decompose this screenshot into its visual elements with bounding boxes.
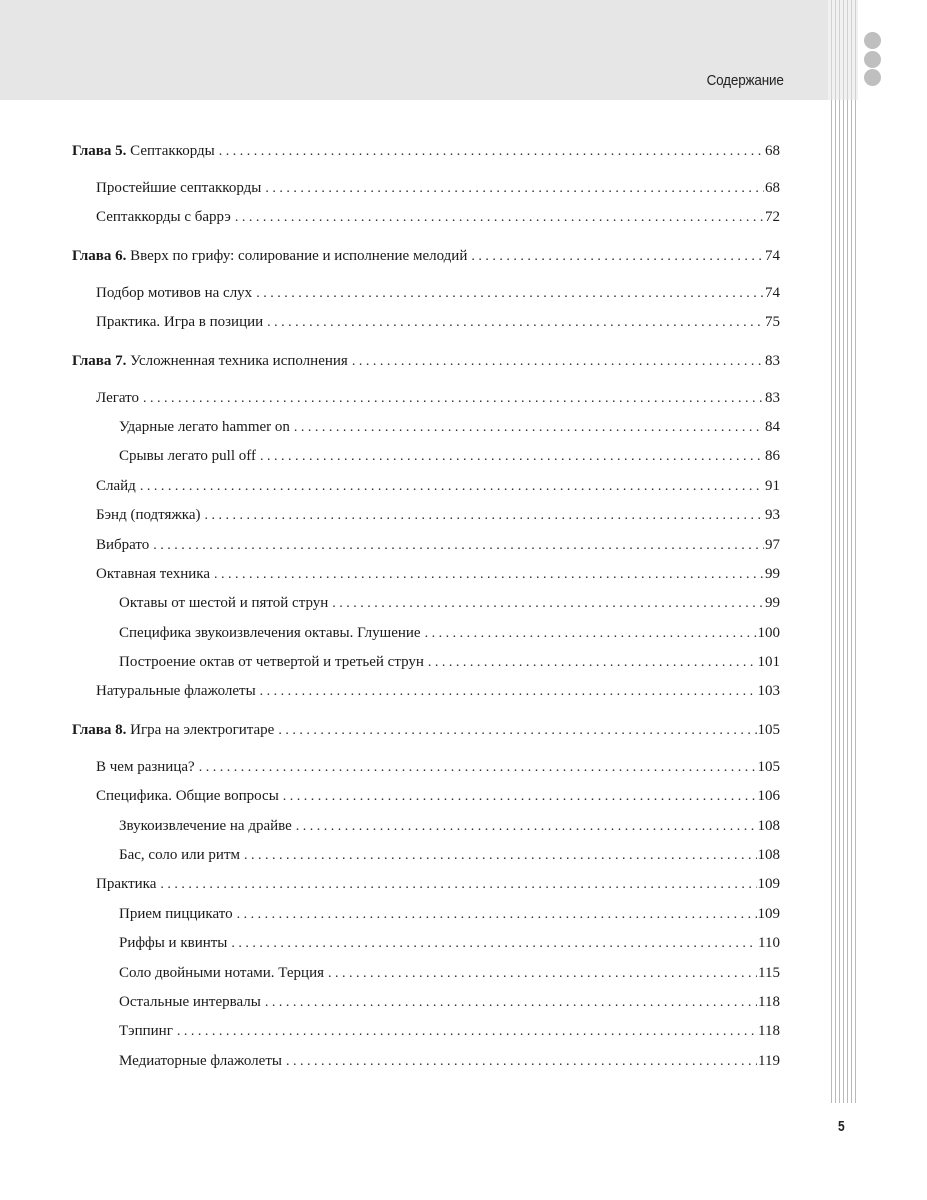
dot-icon xyxy=(864,32,881,49)
dot-leader xyxy=(153,531,764,560)
toc-chapter-label: Глава 8. xyxy=(72,721,127,738)
toc-entry-text: Слайд xyxy=(96,477,136,494)
toc-entry-page: 97 xyxy=(765,536,780,553)
toc-entry[interactable] xyxy=(72,648,780,677)
toc-entry-text: Бэнд (подтяжка) xyxy=(96,507,201,524)
toc-entry-page: 103 xyxy=(757,683,780,700)
dot-leader xyxy=(332,589,764,618)
toc-entry[interactable] xyxy=(72,442,780,471)
toc-entry-page: 100 xyxy=(757,624,780,641)
toc-entry-title xyxy=(96,677,256,706)
toc-entry-text: Вверх по грифу: солирование и исполнение мелодий xyxy=(130,247,468,264)
toc-entry-title xyxy=(119,812,292,841)
dot-leader xyxy=(143,384,764,413)
toc-entry-page: 105 xyxy=(757,758,780,775)
toc-entry-page: 72 xyxy=(765,209,780,226)
toc-entry-text: Октавная техника xyxy=(96,565,211,582)
toc-entry-text: Тэппинг xyxy=(119,1023,173,1040)
toc-entry-page: 83 xyxy=(765,389,780,406)
toc-entry-text: Усложненная техника исполнения xyxy=(130,352,348,369)
toc-entry[interactable] xyxy=(72,308,780,337)
toc-entry-title xyxy=(72,346,348,376)
dot-leader xyxy=(231,929,757,958)
toc-entry-page: 118 xyxy=(758,993,780,1010)
dot-leader xyxy=(267,308,764,337)
toc-entry-text: Звукоизвлечение на драйве xyxy=(119,817,292,834)
toc-entry-text: Легато xyxy=(96,389,140,406)
toc-entry[interactable] xyxy=(72,501,780,530)
toc-entry-text: Септаккорды с баррэ xyxy=(96,209,231,226)
toc-entry-title xyxy=(96,384,139,413)
toc-entry-text: Построение октав от четвертой и третьей струн xyxy=(119,654,424,671)
toc-entry[interactable] xyxy=(72,1047,780,1076)
toc-entry-title xyxy=(119,619,421,648)
toc-entry[interactable] xyxy=(72,988,780,1017)
dot-leader xyxy=(256,279,764,308)
toc-chapter-label: Глава 7. xyxy=(72,352,127,369)
dot-icon xyxy=(864,69,881,86)
toc-entry-text: Октавы от шестой и пятой струн xyxy=(119,595,329,612)
toc-entry-title xyxy=(96,279,252,308)
dot-leader xyxy=(160,870,756,899)
toc-entry-text: В чем разница? xyxy=(96,758,195,775)
dot-leader xyxy=(140,472,764,501)
toc-entry-title xyxy=(72,136,215,166)
toc-entry-text: Вибрато xyxy=(96,536,150,553)
toc-entry-text: Медиаторные флажолеты xyxy=(119,1052,282,1069)
dot-leader xyxy=(214,560,764,589)
toc-entry-title xyxy=(96,203,231,232)
toc-entry-title xyxy=(96,870,156,899)
toc-entry[interactable] xyxy=(72,677,780,706)
toc-entry-page: 115 xyxy=(758,964,780,981)
toc-entry-page: 119 xyxy=(758,1052,780,1069)
dot-leader xyxy=(205,501,764,530)
toc-entry-text: Специфика звукоизвлечения октавы. Глушение xyxy=(119,624,421,641)
dot-leader xyxy=(265,988,757,1017)
toc-entry-title xyxy=(96,782,279,811)
dot-leader xyxy=(237,900,757,929)
dot-leader xyxy=(260,442,764,471)
dot-leader xyxy=(278,716,756,745)
decorative-side-stripes-header xyxy=(828,0,858,100)
toc-entry[interactable] xyxy=(72,589,780,618)
toc-entry-page: 105 xyxy=(757,721,780,738)
dot-leader xyxy=(471,242,764,271)
toc-entry-text: Остальные интервалы xyxy=(119,993,261,1010)
page-number: 5 xyxy=(838,1118,845,1135)
dot-leader xyxy=(294,413,764,442)
dot-leader xyxy=(286,1047,757,1076)
dot-icon xyxy=(864,51,881,68)
dot-leader xyxy=(428,648,757,677)
toc-entry-title xyxy=(119,1017,173,1046)
toc-entry[interactable] xyxy=(72,174,780,203)
toc-entry[interactable] xyxy=(72,619,780,648)
toc-entry-text: Соло двойными нотами. Терция xyxy=(119,964,325,981)
toc-entry-text: Практика. Игра в позиции xyxy=(96,314,264,331)
toc-entry-page: 106 xyxy=(757,788,780,805)
toc-entry-title xyxy=(72,241,467,271)
toc-entry-title xyxy=(119,1047,282,1076)
toc-entry-title xyxy=(119,413,290,442)
toc-entry-page: 68 xyxy=(765,180,780,196)
toc-entry-title xyxy=(119,988,261,1017)
dot-leader xyxy=(235,203,764,232)
dot-leader xyxy=(199,753,757,782)
toc-entry-page: 74 xyxy=(765,284,780,301)
toc-entry-text: Септаккорды xyxy=(130,143,215,159)
decorative-side-stripes xyxy=(828,0,858,1103)
toc-chapter-entry[interactable] xyxy=(72,715,780,745)
dot-leader xyxy=(265,174,764,203)
toc-entry[interactable] xyxy=(72,812,780,841)
toc-entry[interactable] xyxy=(72,929,780,958)
toc-entry-page: 108 xyxy=(757,817,780,834)
toc-entry-title xyxy=(119,959,324,988)
toc-entry-text: Практика xyxy=(96,876,157,893)
toc-entry[interactable] xyxy=(72,560,780,589)
toc-entry-page: 109 xyxy=(757,876,780,893)
toc-entry-page: 75 xyxy=(765,314,780,331)
toc-entry-text: Срывы легато pull off xyxy=(119,448,256,465)
toc-entry-title xyxy=(119,929,227,958)
toc-entry-page: 86 xyxy=(765,448,780,465)
toc-entry-page: 118 xyxy=(758,1023,780,1040)
toc-entry[interactable] xyxy=(72,413,780,442)
toc-entry-page: 99 xyxy=(765,565,780,582)
dot-leader xyxy=(328,959,757,988)
toc-entry[interactable] xyxy=(72,279,780,308)
toc-entry[interactable] xyxy=(72,900,780,929)
toc-entry-text: Риффы и квинты xyxy=(119,935,228,952)
toc-entry[interactable] xyxy=(72,531,780,560)
toc-entry-title xyxy=(119,589,328,618)
dot-leader xyxy=(244,841,757,870)
table-of-contents xyxy=(72,136,780,1076)
toc-entry-title xyxy=(72,715,274,745)
toc-entry-title xyxy=(96,753,195,782)
toc-entry-title xyxy=(96,501,201,530)
toc-entry-text: Игра на электрогитаре xyxy=(130,721,275,738)
toc-entry-text: Натуральные флажолеты xyxy=(96,683,256,700)
dot-leader xyxy=(352,347,764,376)
toc-chapter-entry[interactable] xyxy=(72,136,780,166)
toc-entry-text: Прием пиццикато xyxy=(119,905,233,922)
page-header-title: Содержание xyxy=(706,72,784,89)
toc-entry-page: 101 xyxy=(757,654,780,671)
header-band xyxy=(0,0,828,100)
toc-entry[interactable] xyxy=(72,959,780,988)
toc-entry-text: Подбор мотивов на слух xyxy=(96,284,253,301)
toc-entry-title xyxy=(96,174,261,203)
dot-leader xyxy=(177,1017,757,1046)
toc-entry-title xyxy=(119,648,424,677)
toc-entry-text: Специфика. Общие вопросы xyxy=(96,788,279,805)
dot-leader xyxy=(283,782,757,811)
toc-entry-page: 91 xyxy=(765,477,780,494)
toc-entry-page: 83 xyxy=(765,352,780,369)
toc-chapter-label: Глава 5. xyxy=(72,143,127,159)
toc-entry-title xyxy=(96,472,136,501)
toc-entry[interactable] xyxy=(72,384,780,413)
toc-entry-text: Простейшие септаккорды xyxy=(96,180,262,196)
toc-entry[interactable] xyxy=(72,870,780,899)
toc-entry-title xyxy=(119,442,256,471)
toc-entry[interactable] xyxy=(72,753,780,782)
toc-entry-text: Ударные легато hammer on xyxy=(119,418,290,435)
toc-entry[interactable] xyxy=(72,782,780,811)
toc-entry-page: 109 xyxy=(757,905,780,922)
toc-chapter-label: Глава 6. xyxy=(72,247,127,264)
toc-entry-page: 68 xyxy=(765,143,780,159)
dot-leader xyxy=(296,812,757,841)
toc-entry[interactable] xyxy=(72,1017,780,1046)
toc-entry-text: Бас, соло или ритм xyxy=(119,847,240,864)
toc-chapter-entry[interactable] xyxy=(72,241,780,271)
dot-leader xyxy=(425,619,757,648)
toc-entry[interactable] xyxy=(72,472,780,501)
toc-chapter-entry[interactable] xyxy=(72,346,780,376)
toc-entry-title xyxy=(96,308,263,337)
toc-entry-page: 93 xyxy=(765,507,780,524)
toc-entry-title xyxy=(96,560,210,589)
toc-entry-page: 74 xyxy=(765,247,780,264)
toc-entry[interactable] xyxy=(72,203,780,232)
dot-leader xyxy=(219,137,764,166)
decorative-dots xyxy=(864,32,884,88)
toc-entry[interactable] xyxy=(72,841,780,870)
toc-entry-page: 84 xyxy=(765,418,780,435)
toc-entry-title xyxy=(119,841,240,870)
toc-entry-title xyxy=(96,531,149,560)
toc-entry-page: 99 xyxy=(765,595,780,612)
toc-entry-title xyxy=(119,900,233,929)
toc-entry-page: 110 xyxy=(758,935,780,952)
dot-leader xyxy=(260,677,757,706)
toc-entry-page: 108 xyxy=(757,847,780,864)
